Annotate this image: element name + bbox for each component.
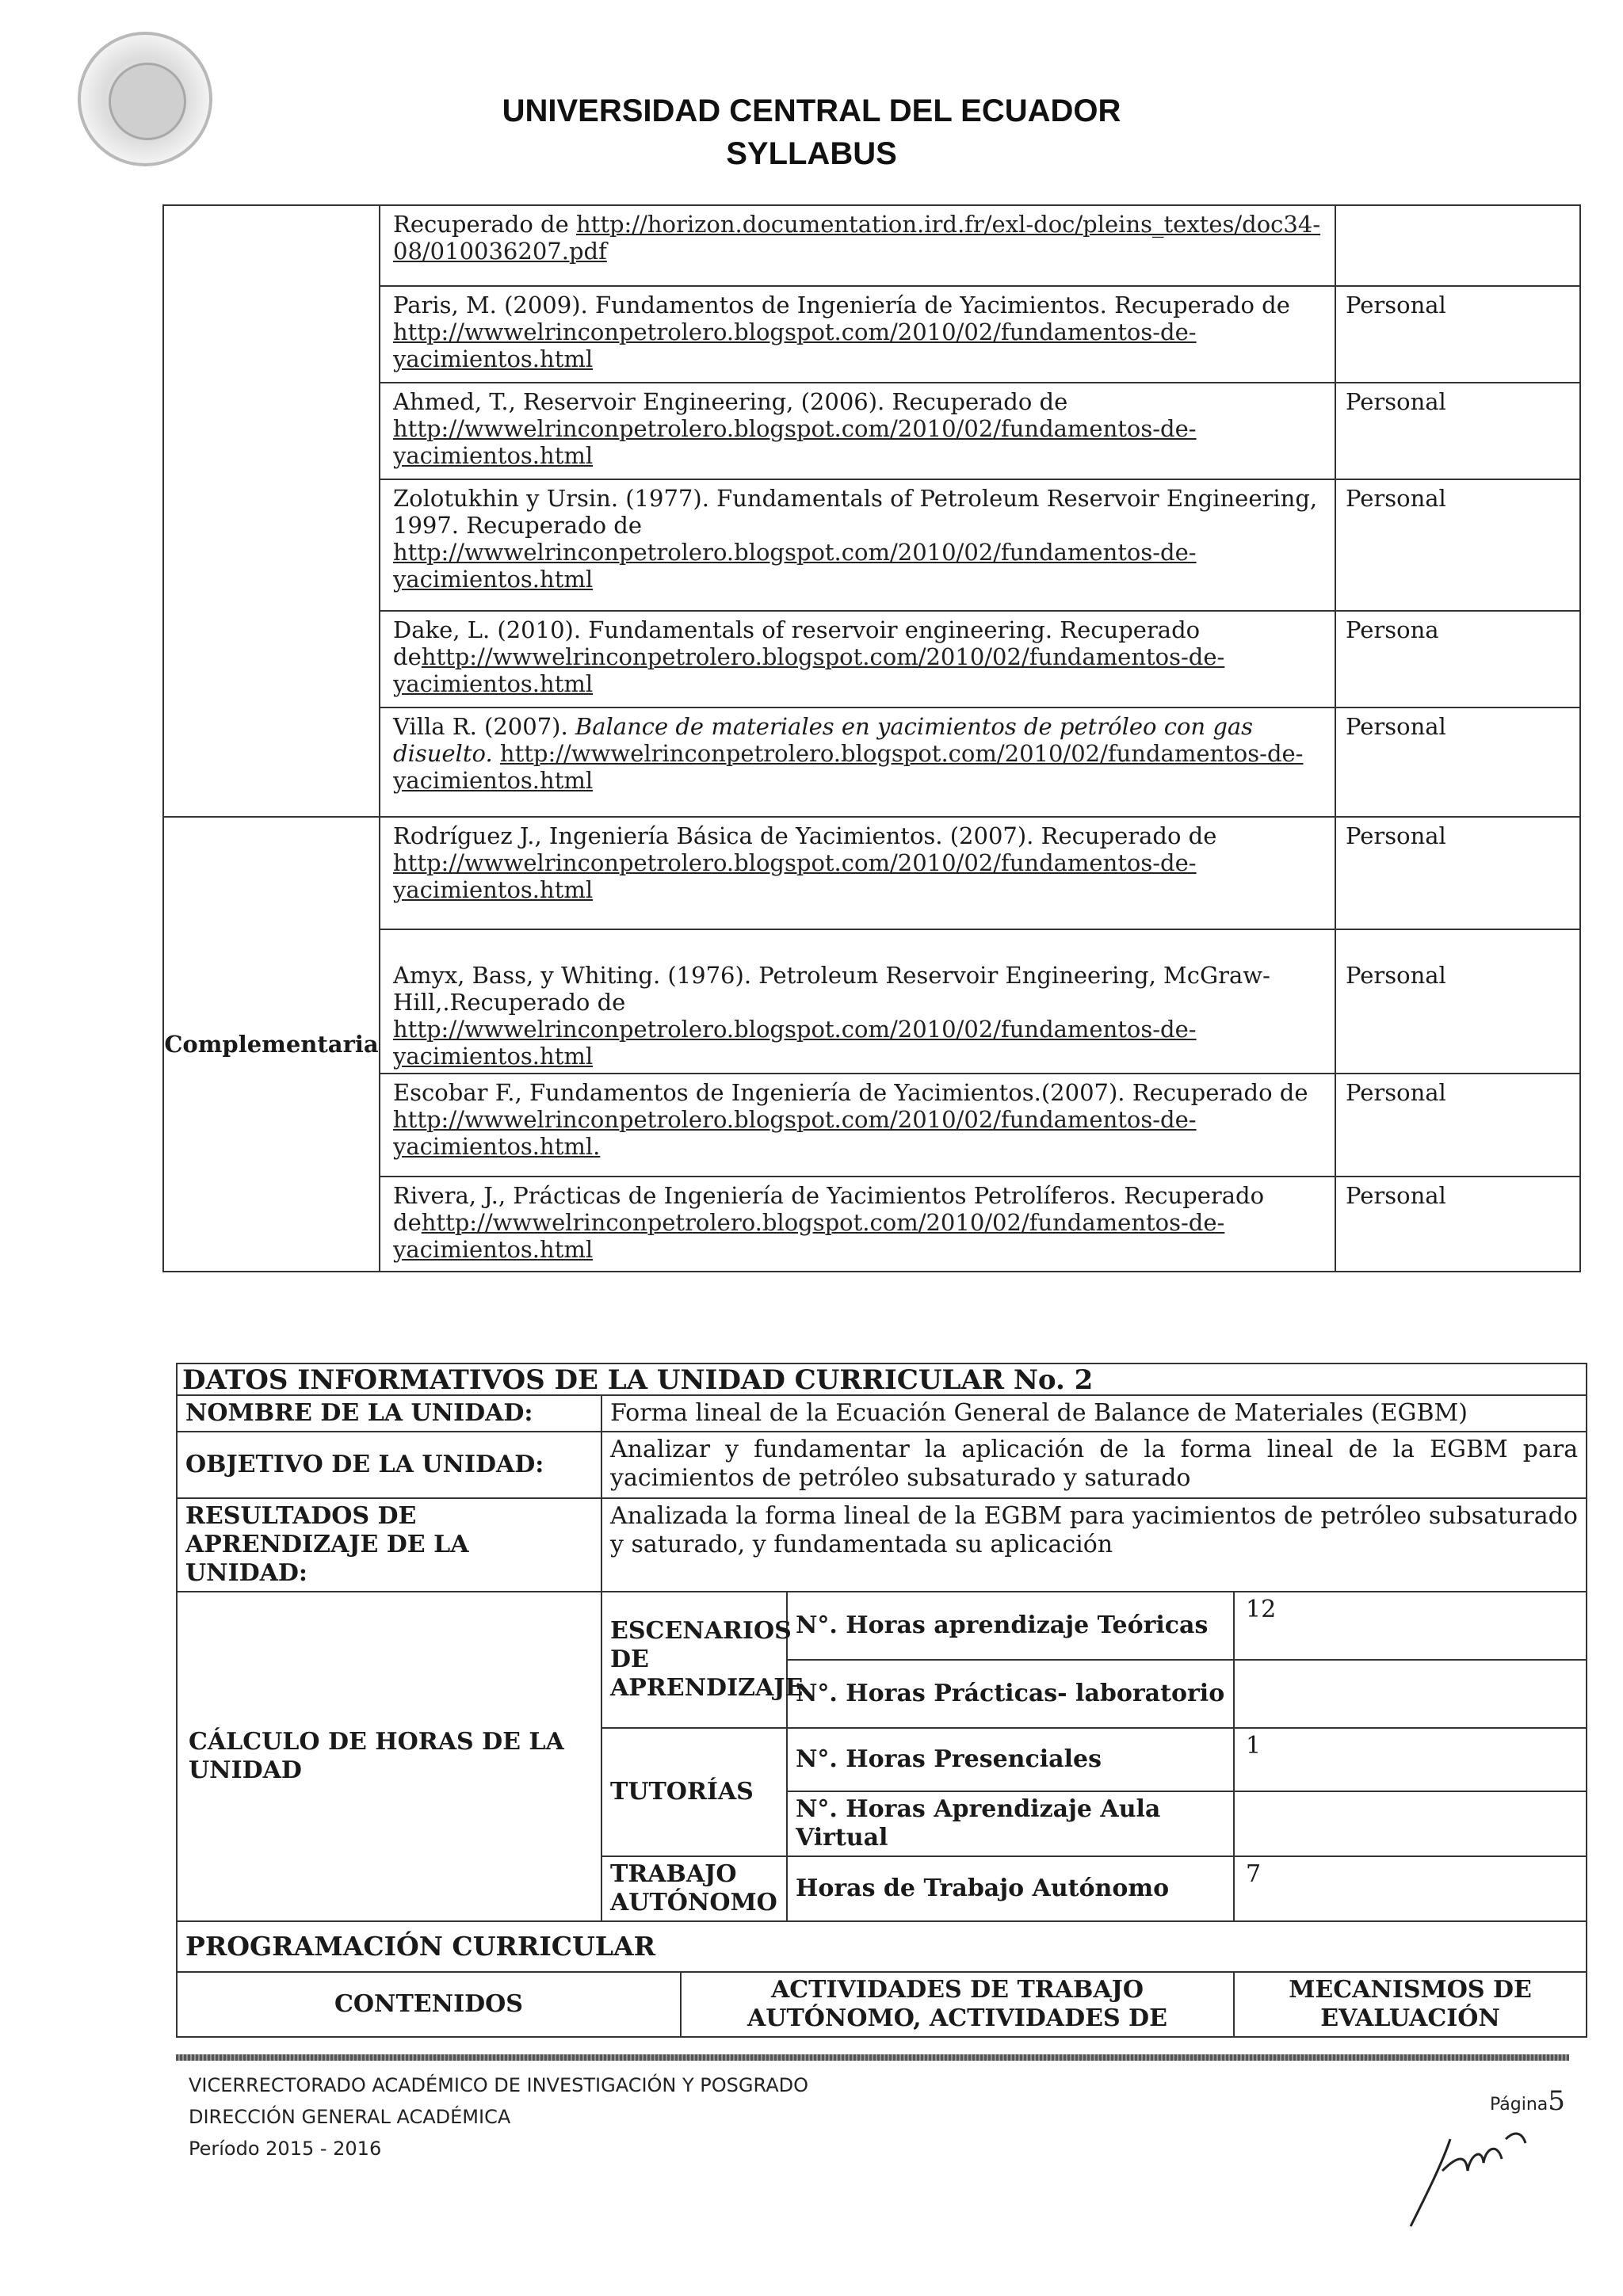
- hours-practicas-label: N°. Horas Prácticas- laboratorio: [787, 1660, 1234, 1728]
- reference-segment: Paris, M. (2009). Fundamentos de Ingeniería de Yacimientos. Recuperado de: [393, 292, 1290, 318]
- unit-name-value: Forma lineal de la Ecuación General de Balance de Materiales (EGBM): [601, 1395, 1587, 1432]
- hours-presenciales-value: 1: [1234, 1728, 1587, 1791]
- footer-line-1: VICERRECTORADO ACADÉMICO DE INVESTIGACIÓN Y POSGRADO: [189, 2074, 808, 2096]
- signature-mark: [1395, 2123, 1537, 2234]
- reference-link[interactable]: http://wwwelrinconpetrolero.blogspot.com/2010/02/fundamentos-de-yacimientos.html: [393, 643, 1225, 697]
- unit-objective-label: OBJETIVO DE LA UNIDAD:: [177, 1432, 601, 1498]
- reference-link[interactable]: http://horizon.documentation.ird.fr/exl-doc/pleins_textes/doc34-08/010036207.pdf: [393, 211, 1321, 265]
- availability-cell: Persona: [1335, 611, 1580, 707]
- hours-calc-label: CÁLCULO DE HORAS DE LA UNIDAD: [177, 1592, 601, 1921]
- availability-cell: [1335, 205, 1580, 286]
- hours-autonomo-value: 7: [1234, 1856, 1587, 1921]
- page-indicator: [1490, 2085, 1565, 2117]
- col-mecanismos: MECANISMOS DE EVALUACIÓN: [1234, 1972, 1587, 2037]
- reference-segment: Escobar F., Fundamentos de Ingeniería de Yacimientos.(2007). Recuperado de: [393, 1079, 1308, 1106]
- tutorias-label: TUTORÍAS: [601, 1728, 787, 1856]
- reference-text: [380, 205, 1335, 286]
- col-contenidos: CONTENIDOS: [177, 1972, 681, 2037]
- programming-label: PROGRAMACIÓN CURRICULAR: [177, 1921, 1587, 1972]
- reference-segment: Rodríguez J., Ingeniería Básica de Yacimientos. (2007). Recuperado de: [393, 822, 1217, 849]
- university-title: UNIVERSIDAD CENTRAL DEL ECUADOR: [502, 93, 1121, 128]
- reference-text: [380, 817, 1335, 929]
- hours-practicas-value: [1234, 1660, 1587, 1728]
- reference-text: [380, 479, 1335, 611]
- reference-segment: Dake, L. (2010). Fundamentals of reservoir engineering. Recuperado de: [393, 616, 1201, 670]
- hours-virtual-value: [1234, 1791, 1587, 1856]
- reference-link[interactable]: http://wwwelrinconpetrolero.blogspot.com/2010/02/fundamentos-de-yacimientos.html: [393, 539, 1197, 593]
- footer-line-2: DIRECCIÓN GENERAL ACADÉMICA: [189, 2106, 511, 2128]
- document-type: SYLLABUS: [726, 136, 897, 171]
- hours-presenciales-label: N°. Horas Presenciales: [787, 1728, 1234, 1791]
- unit-title: DATOS INFORMATIVOS DE LA UNIDAD CURRICULAR No. 2: [177, 1363, 1587, 1395]
- reference-link[interactable]: http://wwwelrinconpetrolero.blogspot.com/2010/02/fundamentos-de-yacimientos.html: [393, 415, 1197, 469]
- unit-results-value: Analizada la forma lineal de la EGBM para yacimientos de petróleo subsaturado y saturado, y fundamentada su aplicación: [601, 1498, 1587, 1592]
- reference-link[interactable]: http://wwwelrinconpetrolero.blogspot.com/2010/02/fundamentos-de-yacimientos.html: [393, 740, 1304, 794]
- reference-segment: Zolotukhin y Ursin. (1977). Fundamentals of Petroleum Reservoir Engineering, 1997. Recuperado de: [393, 485, 1318, 539]
- col-actividades: ACTIVIDADES DE TRABAJO AUTÓNOMO, ACTIVIDADES DE: [681, 1972, 1234, 2037]
- hours-autonomo-label: Horas de Trabajo Autónomo: [787, 1856, 1234, 1921]
- availability-cell: Personal: [1335, 929, 1580, 1074]
- availability-cell: Personal: [1335, 1177, 1580, 1272]
- reference-text: [380, 707, 1335, 817]
- reference-segment: Rivera, J., Prácticas de Ingeniería de Yacimientos Petrolíferos. Recuperado de: [393, 1182, 1265, 1236]
- unit-info-table: [176, 1363, 1587, 2038]
- unit-objective-value: Analizar y fundamentar la aplicación de la forma lineal de la EGBM para yacimientos de petróleo subsaturado y saturado: [601, 1432, 1587, 1498]
- reference-segment: [493, 740, 500, 767]
- hours-teoricas-label: N°. Horas aprendizaje Teóricas: [787, 1592, 1234, 1660]
- availability-cell: Personal: [1335, 479, 1580, 611]
- unit-name-label: NOMBRE DE LA UNIDAD:: [177, 1395, 601, 1432]
- hours-virtual-label: N°. Horas Aprendizaje Aula Virtual: [787, 1791, 1234, 1856]
- unit-results-label: RESULTADOS DE APRENDIZAJE DE LA UNIDAD:: [177, 1498, 601, 1592]
- bibliography-row: [163, 205, 1580, 286]
- reference-link[interactable]: http://wwwelrinconpetrolero.blogspot.com/2010/02/fundamentos-de-yacimientos.html: [393, 318, 1197, 372]
- bibliography-table: [162, 204, 1581, 1272]
- reference-segment: Recuperado de: [393, 211, 576, 238]
- reference-segment: Amyx, Bass, y Whiting. (1976). Petroleum Reservoir Engineering, McGraw-Hill,.Recuperado de: [393, 962, 1270, 1016]
- reference-text: [380, 929, 1335, 1074]
- reference-text: [380, 611, 1335, 707]
- reference-link[interactable]: http://wwwelrinconpetrolero.blogspot.com/2010/02/fundamentos-de-yacimientos.html: [393, 849, 1197, 903]
- reference-segment: Ahmed, T., Reservoir Engineering, (2006). Recuperado de: [393, 388, 1068, 415]
- page-label: Página: [1490, 2095, 1549, 2115]
- trabajo-autonomo-label: TRABAJO AUTÓNOMO: [601, 1856, 787, 1921]
- availability-cell: Personal: [1335, 817, 1580, 929]
- reference-segment: Balance de materiales en yacimientos de petróleo con gas disuelto.: [393, 713, 1254, 767]
- category-complementaria: Complementaria: [163, 817, 380, 1272]
- reference-link[interactable]: http://wwwelrinconpetrolero.blogspot.com/2010/02/fundamentos-de-yacimientos.html: [393, 1209, 1225, 1263]
- reference-text: [380, 286, 1335, 383]
- reference-segment: Villa R. (2007).: [393, 713, 575, 740]
- availability-cell: Personal: [1335, 286, 1580, 383]
- footer-line-3: Período 2015 - 2016: [189, 2138, 382, 2160]
- reference-text: [380, 1074, 1335, 1177]
- footer-rule: [176, 2054, 1569, 2061]
- page-number: 5: [1548, 2085, 1565, 2117]
- hours-teoricas-value: 12: [1234, 1592, 1587, 1660]
- reference-link[interactable]: http://wwwelrinconpetrolero.blogspot.com/2010/02/fundamentos-de-yacimientos.html.: [393, 1106, 1197, 1160]
- reference-text: [380, 383, 1335, 479]
- reference-text: [380, 1177, 1335, 1272]
- availability-cell: Personal: [1335, 383, 1580, 479]
- reference-link[interactable]: http://wwwelrinconpetrolero.blogspot.com/2010/02/fundamentos-de-yacimientos.html: [393, 1016, 1197, 1070]
- bibliography-row: [163, 817, 1580, 929]
- category-cell-basic: [163, 205, 380, 817]
- availability-cell: Personal: [1335, 707, 1580, 817]
- availability-cell: Personal: [1335, 1074, 1580, 1177]
- scenarios-label: ESCENARIOS DE APRENDIZAJE: [601, 1592, 787, 1728]
